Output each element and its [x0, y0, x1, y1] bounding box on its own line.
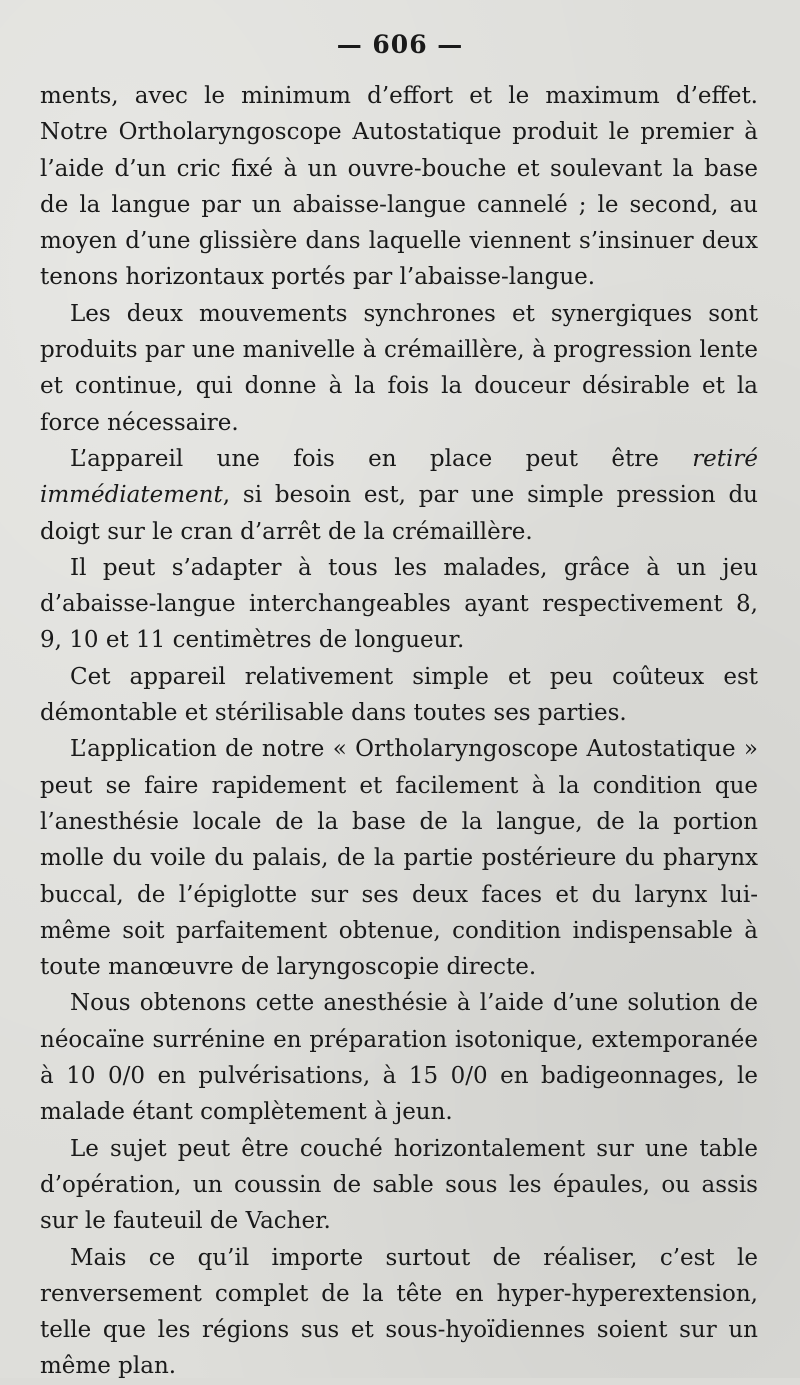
paragraph-3-italic-text: retiré immédiatement: [40, 445, 758, 509]
paragraph-1: ments, avec le minimum d’effort et le maximum d’effet. Notre Ortholaryngoscope Autostatique produit le premier à l’aide d’un cric fixé à un ouvre-bouche et soulevant la base de la langue par un abaisse-langue cannelé ; le second, au moyen d’une glissière dans laquelle viennent s’insinuer deux tenons horizontaux portés par l’abaisse-langue.: [40, 83, 758, 291]
paragraph-2: Les deux mouvements synchrones et synergiques sont produits par une manivelle à crémaillère, à progression lente et continue, qui donne à la fois la douceur désirable et la force nécessaire.: [40, 300, 758, 436]
paragraph-3-text-before: L’appareil une fois en place peut être: [70, 445, 693, 472]
paragraph-6: L’application de notre « Ortholaryngoscope Autostatique » peut se faire rapidement et facilement à la condition que l’anesthésie locale de la base de la langue, de la portion molle du voile du palais, de la partie postérieure du pharynx buccal, de l’épiglotte sur ses deux faces et du larynx lui-même soit parfaitement obtenue, condition indispensable à toute manœuvre de laryngoscopie directe.: [40, 736, 758, 981]
paragraph-9: Mais ce qu’il importe surtout de réaliser, c’est le renversement complet de la tête en hyper-hyperextension, telle que les régions sus et sous-hyoïdiennes soient sur un même plan.: [40, 1244, 758, 1380]
page-number: — 606 —: [336, 30, 464, 59]
body-text: [40, 78, 758, 1385]
paragraph-8: Le sujet peut être couché horizontalement sur une table d’opération, un coussin de sable sous les épaules, ou assis sur le fauteuil de Vacher.: [40, 1135, 758, 1235]
paragraph-3: [40, 441, 758, 550]
paragraph-7: Nous obtenons cette anesthésie à l’aide d’une solution de néocaïne surrénine en préparation isotonique, extemporanée à 10 0/0 en pulvérisations, à 15 0/0 en badigeonnages, le malade étant complètement à jeun.: [40, 990, 758, 1126]
paragraph-5: Cet appareil relativement simple et peu coûteux est démontable et stérilisable dans toutes ses parties.: [40, 663, 758, 727]
paragraph-4: Il peut s’adapter à tous les malades, grâce à un jeu d’abaisse-langue interchangeables ayant respectivement 8, 9, 10 et 11 centimètres de longueur.: [40, 554, 758, 654]
paragraph-3-text-after: , si besoin est, par une simple pression du doigt sur le cran d’arrêt de la crémaillère.: [40, 482, 758, 545]
